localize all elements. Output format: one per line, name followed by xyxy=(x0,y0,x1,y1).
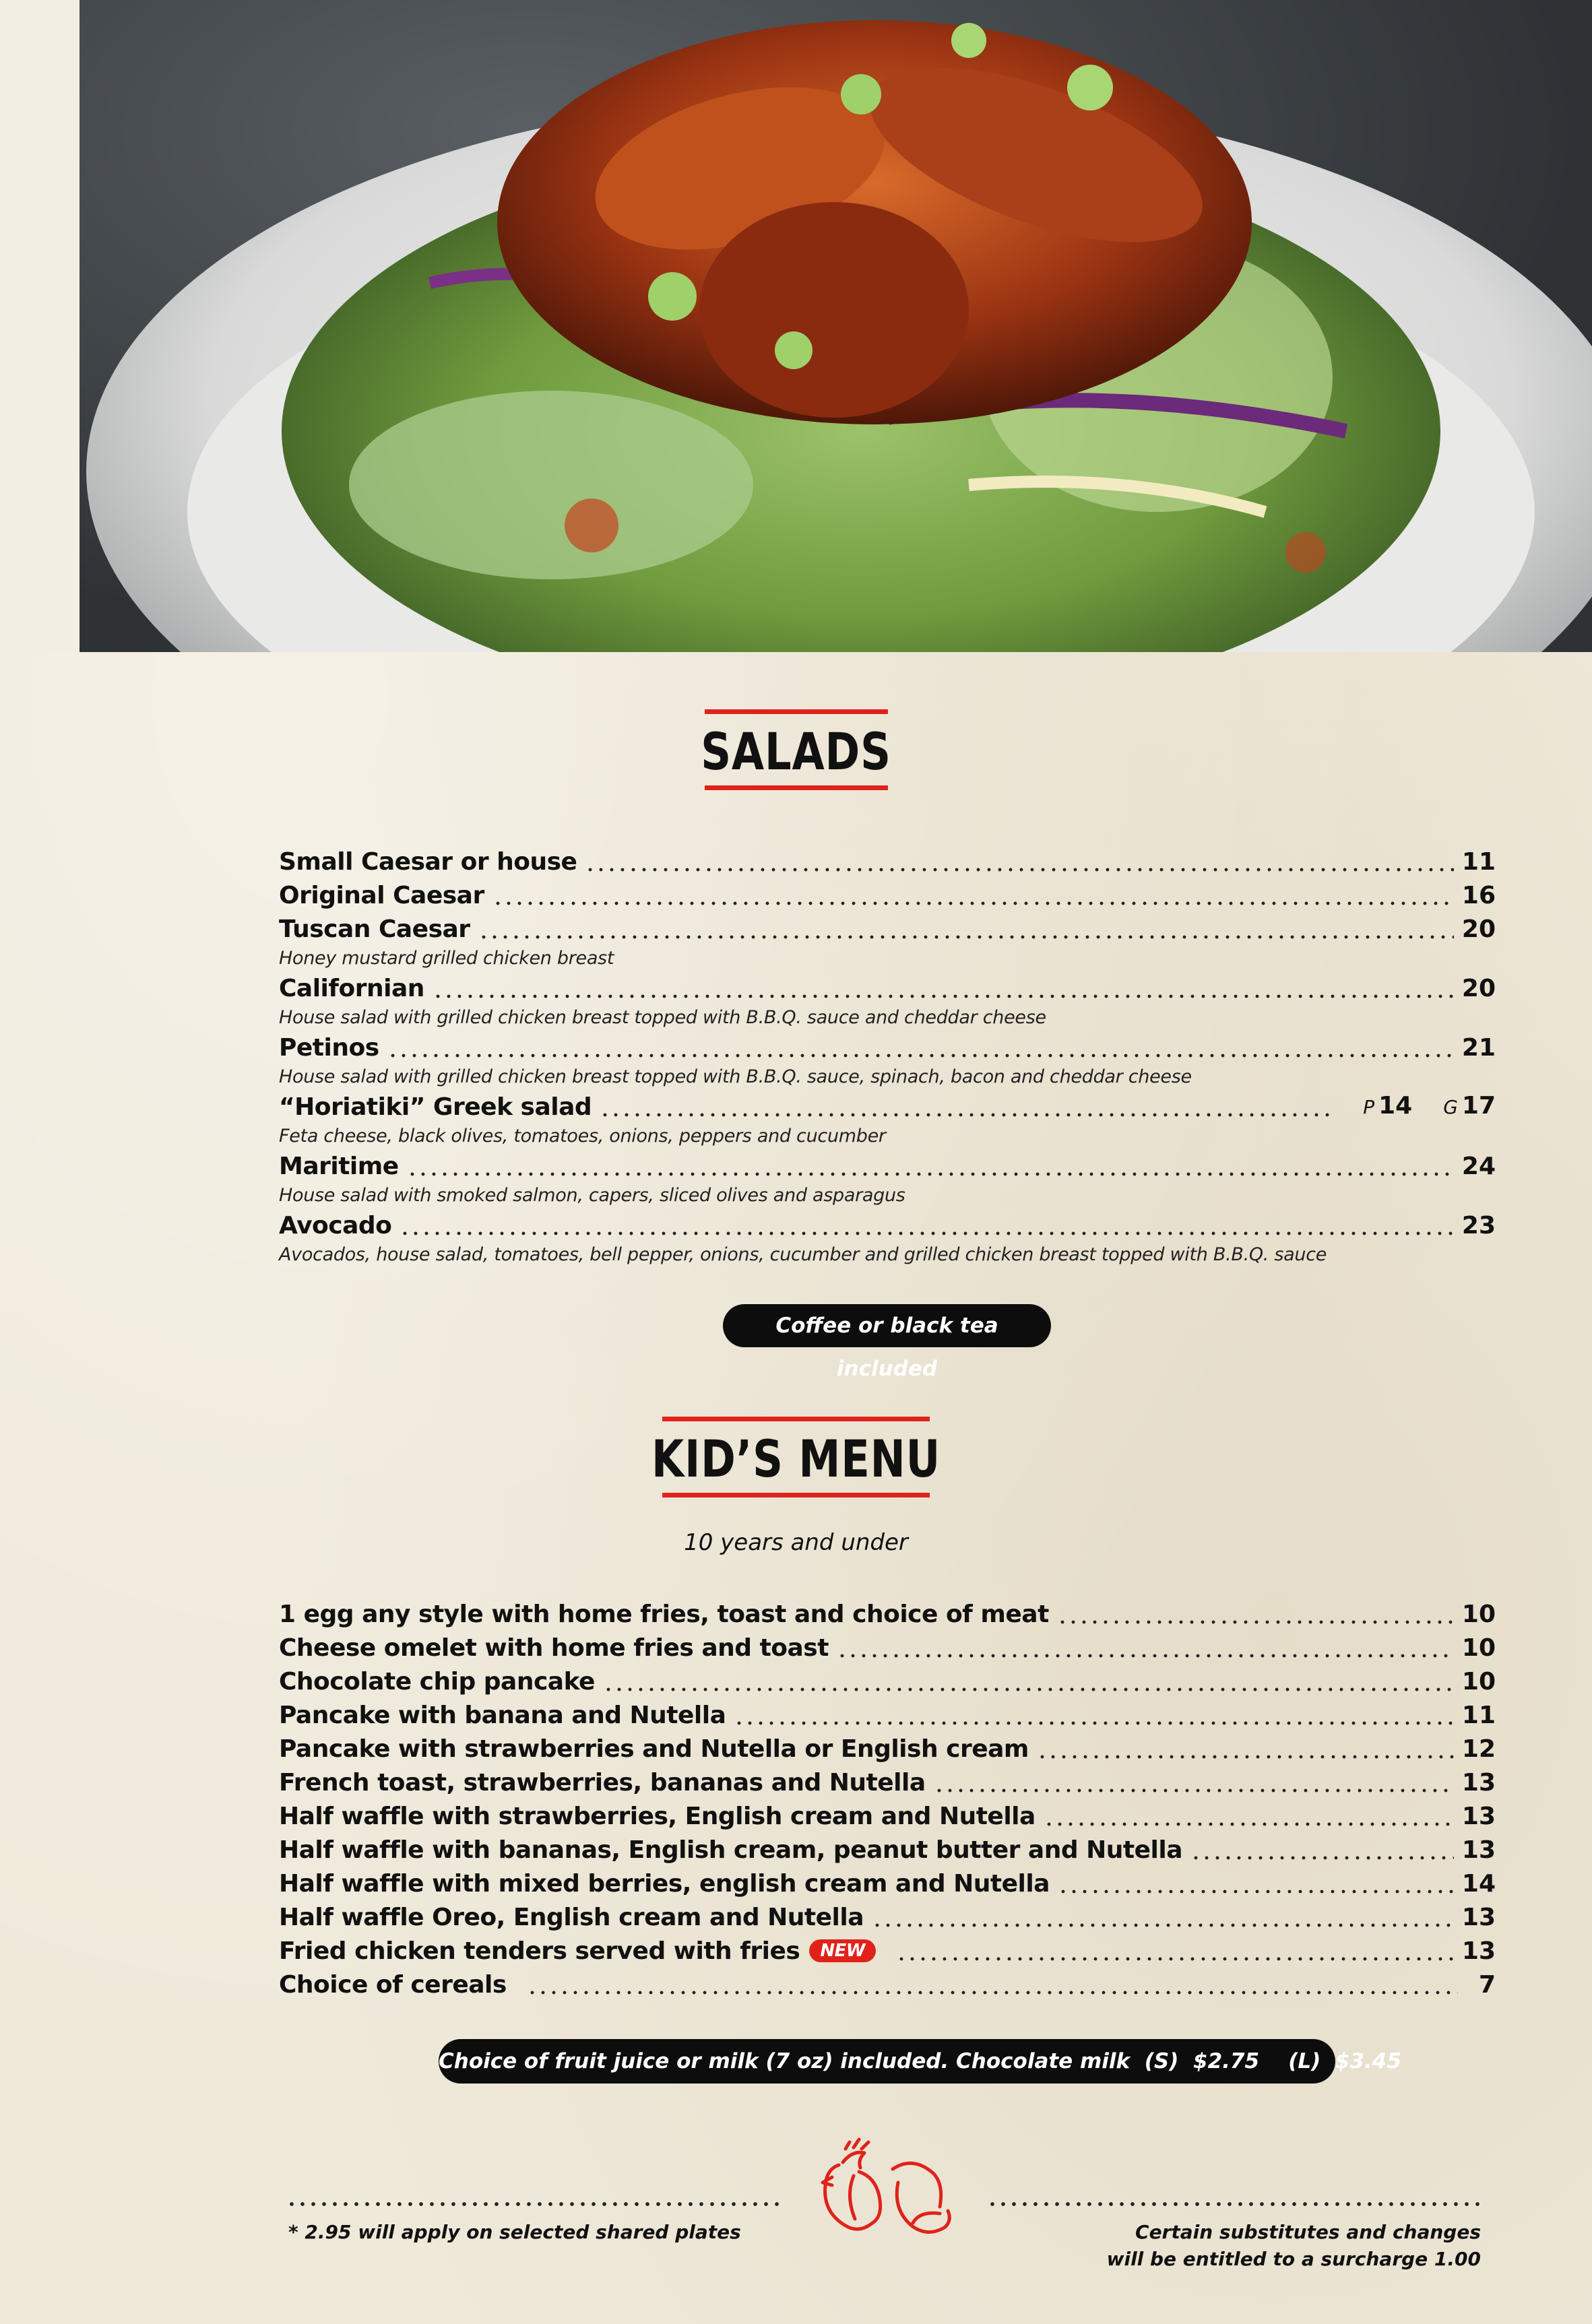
item-name: Half waffle Oreo, English cream and Nutella xyxy=(279,1904,864,1931)
kids-title: KID’S MENU xyxy=(651,1429,941,1489)
item-price: 11 xyxy=(1461,848,1496,876)
kids-heading xyxy=(0,1417,1592,1497)
item-name: Pancake with banana and Nutella xyxy=(279,1702,726,1729)
rooster-logo-icon xyxy=(805,2135,967,2250)
item-price: 13 xyxy=(1461,1937,1496,1965)
leader-dots xyxy=(1057,1619,1454,1625)
leader-dots xyxy=(585,867,1453,872)
item-name: 1 egg any style with home fries, toast and choice of meat xyxy=(279,1601,1049,1628)
item-price-large xyxy=(1443,1089,1496,1124)
salads-list xyxy=(279,845,1496,1268)
item-description: Honey mustard grilled chicken breast xyxy=(279,948,614,969)
leader-dots xyxy=(492,901,1454,906)
leader-dots xyxy=(407,1171,1454,1177)
heading-rule-bottom xyxy=(705,785,888,790)
list-item xyxy=(279,1699,1496,1733)
item-name-text: Fried chicken tenders served with fries xyxy=(279,1937,800,1965)
leader-dots xyxy=(837,1653,1454,1658)
list-item xyxy=(279,1031,1496,1065)
list-item xyxy=(279,1598,1496,1632)
item-price: 13 xyxy=(1461,1803,1496,1830)
item-price: 12 xyxy=(1461,1735,1496,1763)
item-name: Choice of cereals xyxy=(279,1971,507,1999)
list-item xyxy=(279,1733,1496,1766)
salads-title: SALADS xyxy=(701,721,891,781)
item-description: House salad with smoked salmon, capers, sliced olives and asparagus xyxy=(279,1185,905,1206)
item-name: Avocado xyxy=(279,1212,392,1239)
list-item xyxy=(279,1800,1496,1834)
item-price: 11 xyxy=(1461,1702,1496,1729)
list-item xyxy=(279,1935,1496,1968)
item-price: 13 xyxy=(1461,1769,1496,1797)
list-item xyxy=(279,1968,1496,2002)
item-name xyxy=(279,1935,876,1968)
item-name: Tuscan Caesar xyxy=(279,915,470,943)
size-label-small: P xyxy=(1363,1096,1375,1118)
item-name: Original Caesar xyxy=(279,882,484,909)
substitutes-note xyxy=(1107,2219,1481,2273)
item-price: 24 xyxy=(1461,1153,1496,1180)
item-price: 13 xyxy=(1461,1904,1496,1931)
leader-dots xyxy=(387,1053,1454,1058)
salads-included-note: Coffee or black tea included xyxy=(723,1304,1051,1347)
heading-rule-top xyxy=(662,1417,930,1421)
item-name: Half waffle with strawberries, English cream and Nutella xyxy=(279,1803,1036,1830)
item-name: Small Caesar or house xyxy=(279,848,577,876)
list-item xyxy=(279,1209,1496,1243)
item-price: 7 xyxy=(1478,1971,1496,1999)
size-label-large: G xyxy=(1443,1096,1458,1118)
item-price: 14 xyxy=(1461,1870,1496,1898)
item-name: Petinos xyxy=(279,1034,379,1062)
item-name: Cheese omelet with home fries and toast xyxy=(279,1634,829,1662)
leader-dots xyxy=(478,934,1454,940)
salads-heading xyxy=(0,709,1592,790)
item-name: Chocolate chip pancake xyxy=(279,1668,595,1696)
list-item xyxy=(279,1150,1496,1184)
item-price: 10 xyxy=(1461,1668,1496,1696)
item-name: Maritime xyxy=(279,1153,399,1180)
item-price: 23 xyxy=(1461,1212,1496,1239)
list-item xyxy=(279,1632,1496,1665)
leader-dots xyxy=(1037,1754,1454,1760)
leader-dots xyxy=(1190,1855,1454,1861)
list-item xyxy=(279,1665,1496,1699)
footer-divider-right xyxy=(987,2201,1482,2207)
new-badge: NEW xyxy=(809,1939,876,1962)
list-item xyxy=(279,1901,1496,1935)
item-price: 20 xyxy=(1461,975,1496,1002)
kids-list xyxy=(279,1598,1496,2002)
list-item xyxy=(279,913,1496,946)
item-price: 20 xyxy=(1461,915,1496,943)
item-name: Half waffle with bananas, English cream, peanut butter and Nutella xyxy=(279,1836,1182,1864)
footer-divider-left xyxy=(286,2201,785,2207)
price-large-value: 17 xyxy=(1461,1092,1496,1120)
kids-subtitle: 10 years and under xyxy=(684,1529,908,1556)
item-description: Feta cheese, black olives, tomatoes, onions, peppers and cucumber xyxy=(279,1126,886,1147)
leader-dots xyxy=(872,1923,1454,1928)
list-item xyxy=(279,845,1496,879)
leader-dots xyxy=(896,1956,1454,1962)
page-margin xyxy=(0,0,79,652)
list-item xyxy=(279,1766,1496,1800)
item-price: 21 xyxy=(1461,1034,1496,1062)
item-price: 10 xyxy=(1461,1634,1496,1662)
leader-dots xyxy=(1058,1889,1454,1894)
item-description: Avocados, house salad, tomatoes, bell pepper, onions, cucumber and grilled chicken breast topped with B.B.Q. sauce xyxy=(279,1244,1327,1265)
item-price-small xyxy=(1363,1089,1412,1124)
item-price: 16 xyxy=(1461,882,1496,909)
list-item xyxy=(279,1091,1496,1124)
kids-included-note: Choice of fruit juice or milk (7 oz) included. Chocolate milk (S) $2.75 (L) $3.45 xyxy=(439,2039,1335,2084)
price-small-value: 14 xyxy=(1378,1092,1413,1120)
item-name: French toast, strawberries, bananas and Nutella xyxy=(279,1769,926,1797)
item-price: 10 xyxy=(1461,1601,1496,1628)
salad-photo xyxy=(79,0,1592,652)
list-item xyxy=(279,1867,1496,1901)
substitutes-note-line2: will be entitled to a surcharge 1.00 xyxy=(1106,2248,1481,2270)
substitutes-note-line1: Certain substitutes and changes xyxy=(1135,2221,1481,2243)
item-name: Californian xyxy=(279,975,424,1002)
item-description: House salad with grilled chicken breast topped with B.B.Q. sauce, spinach, bacon and cheddar cheese xyxy=(279,1066,1192,1087)
leader-dots xyxy=(433,994,1454,999)
leader-dots xyxy=(603,1687,1454,1692)
item-name: “Horiatiki” Greek salad xyxy=(279,1093,592,1121)
shared-plates-note: * 2.95 will apply on selected shared plates xyxy=(288,2221,741,2243)
leader-dots xyxy=(934,1788,1454,1793)
heading-rule-top xyxy=(705,709,888,714)
item-description: House salad with grilled chicken breast topped with B.B.Q. sauce and cheddar cheese xyxy=(279,1007,1046,1028)
item-price: 13 xyxy=(1461,1836,1496,1864)
item-name: Pancake with strawberries and Nutella or English cream xyxy=(279,1735,1029,1763)
item-name: Half waffle with mixed berries, english cream and Nutella xyxy=(279,1870,1050,1898)
leader-dots xyxy=(600,1112,1336,1118)
list-item xyxy=(279,972,1496,1006)
leader-dots xyxy=(734,1720,1454,1726)
list-item xyxy=(279,1834,1496,1867)
list-item xyxy=(279,879,1496,913)
leader-dots xyxy=(1044,1821,1454,1827)
heading-rule-bottom xyxy=(662,1493,930,1497)
bbq-chicken-salad-icon xyxy=(79,0,1592,652)
leader-dots xyxy=(400,1231,1453,1236)
leader-dots xyxy=(527,1990,1458,1995)
